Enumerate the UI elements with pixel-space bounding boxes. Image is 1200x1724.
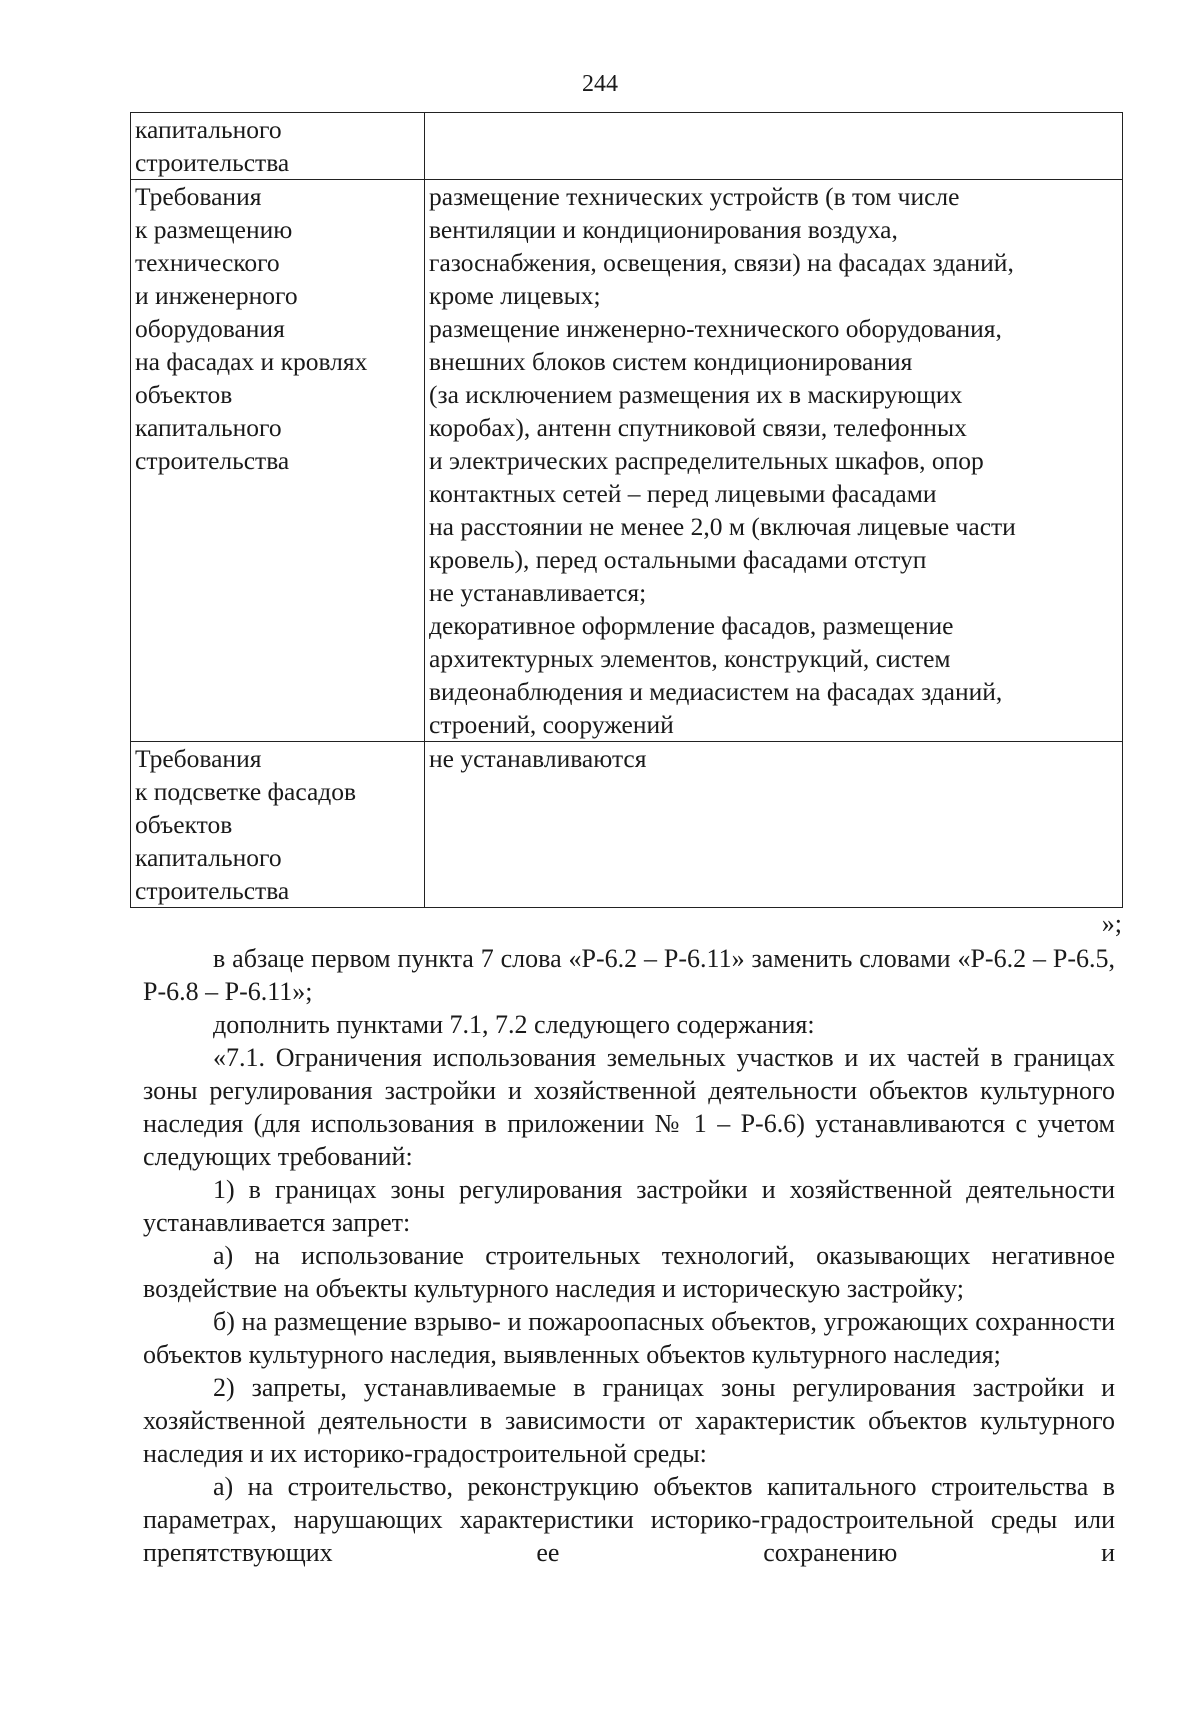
requirement-label-line: строительства xyxy=(135,446,290,475)
requirement-label-cell xyxy=(131,180,425,742)
table-row xyxy=(131,113,1123,180)
requirement-value-line: кроме лицевых; xyxy=(429,281,601,310)
requirement-label-line: объектов xyxy=(135,810,233,839)
body-text xyxy=(143,942,1115,1569)
table-row xyxy=(131,742,1123,908)
paragraph: 1) в границах зоны регулирования застройки и хозяйственной деятельности устанавливается запрет: xyxy=(143,1175,1115,1237)
requirement-value-line: кровель), перед остальными фасадами отступ xyxy=(429,545,927,574)
paragraph: б) на размещение взрыво- и пожароопасных объектов, угрожающих сохранности объектов культурного наследия, выявленных объектов культурного наследия; xyxy=(143,1307,1115,1369)
requirement-value-line: декоративное оформление фасадов, размещение xyxy=(429,611,954,640)
requirement-label-cell xyxy=(131,742,425,908)
paragraph: а) на использование строительных технологий, оказывающих негативное воздействие на объекты культурного наследия и историческую застройку; xyxy=(143,1241,1115,1303)
requirement-value-line: газоснабжения, освещения, связи) на фасадах зданий, xyxy=(429,248,1014,277)
requirement-label-line: на фасадах и кровлях xyxy=(135,347,368,376)
requirement-label-line: технического xyxy=(135,248,280,277)
page-number: 244 xyxy=(582,71,618,97)
requirement-label-line: строительства xyxy=(135,876,290,905)
paragraph: в абзаце первом пункта 7 слова «Р-6.2 – Р-6.11» заменить словами «Р-6.2 – Р-6.5, Р-6.8 – Р-6.11»; xyxy=(143,944,1115,1006)
requirement-value-cell xyxy=(425,180,1123,742)
requirement-label-line: объектов xyxy=(135,380,233,409)
requirement-label-line: оборудования xyxy=(135,314,285,343)
requirement-value-line: и электрических распределительных шкафов, опор xyxy=(429,446,984,475)
requirement-label-line: Требования xyxy=(135,182,262,211)
paragraph: «7.1. Ограничения использования земельных участков и их частей в границах зоны регулирования застройки и хозяйственной деятельности объектов культурного наследия (для использования в приложении № 1 – Р-6.6) устанавливаются с учетом следующих требований: xyxy=(143,1043,1115,1171)
requirement-value-line: видеонаблюдения и медиасистем на фасадах зданий, xyxy=(429,677,1003,706)
requirement-value-line: контактных сетей – перед лицевыми фасадами xyxy=(429,479,937,508)
requirement-value-line: внешних блоков систем кондиционирования xyxy=(429,347,913,376)
requirement-value-line: размещение технических устройств (в том числе xyxy=(429,182,960,211)
requirement-label-line: капитального xyxy=(135,115,282,144)
requirement-value-cell xyxy=(425,742,1123,908)
requirement-value-line: строений, сооружений xyxy=(429,710,674,739)
paragraph: а) на строительство, реконструкцию объектов капитального строительства в параметрах, нарушающих характеристики историко-градостроительной среды или препятствующих ее сохранению и xyxy=(143,1472,1115,1567)
requirement-value-cell xyxy=(425,113,1123,180)
closing-quote: »; xyxy=(1101,909,1122,938)
paragraph: дополнить пунктами 7.1, 7.2 следующего содержания: xyxy=(213,1010,815,1039)
requirement-label-line: к размещению xyxy=(135,215,293,244)
requirement-value-line: не устанавливается; xyxy=(429,578,647,607)
requirement-label-line: к подсветке фасадов xyxy=(135,777,357,806)
requirements-table-body xyxy=(131,113,1123,908)
requirement-value-line: на расстоянии не менее 2,0 м (включая лицевые части xyxy=(429,512,1016,541)
table-row xyxy=(131,180,1123,742)
requirement-value-line: вентиляции и кондиционирования воздуха, xyxy=(429,215,898,244)
requirement-value-line: не устанавливаются xyxy=(429,744,647,773)
requirement-label-line: и инженерного xyxy=(135,281,298,310)
requirement-label-cell xyxy=(131,113,425,180)
paragraph: 2) запреты, устанавливаемые в границах зоны регулирования застройки и хозяйственной деятельности в зависимости от характеристик объектов культурного наследия и их историко-градостроительной среды: xyxy=(143,1373,1115,1468)
requirement-value-line: архитектурных элементов, конструкций, систем xyxy=(429,644,951,673)
requirement-value-line: коробах), антенн спутниковой связи, телефонных xyxy=(429,413,967,442)
requirement-label-line: капитального xyxy=(135,843,282,872)
requirement-label-line: капитального xyxy=(135,413,282,442)
requirement-label-line: строительства xyxy=(135,148,290,177)
requirement-value-line: (за исключением размещения их в маскирующих xyxy=(429,380,963,409)
requirements-table xyxy=(130,112,1123,908)
requirement-value-line: размещение инженерно-технического оборудования, xyxy=(429,314,1002,343)
requirement-label-line: Требования xyxy=(135,744,262,773)
